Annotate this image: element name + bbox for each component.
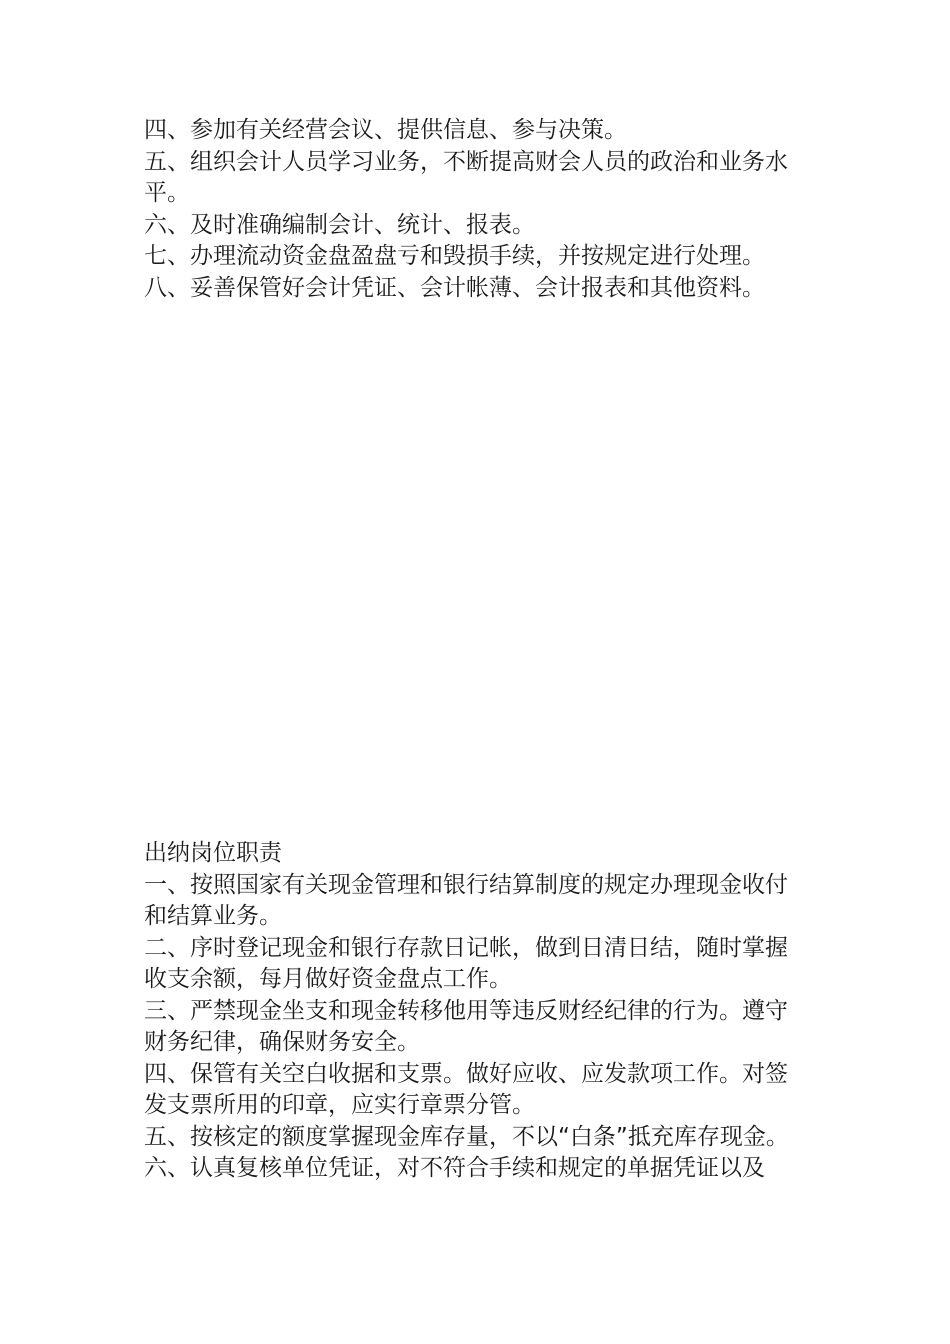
cashier-duty-item-5: 五、按核定的额度掌握现金库存量，不以“白条”抵充库存现金。 (144, 1123, 789, 1150)
accounting-duties-continued (144, 115, 794, 304)
duty-item-7: 七、办理流动资金盘盈盘亏和毁损手续，并按规定进行处理。 (144, 243, 765, 269)
duty-item-8: 八、妥善保管好会计凭证、会计帐薄、会计报表和其他资料。 (144, 274, 765, 301)
cashier-duty-item-1: 一、按照国家有关现金管理和银行结算制度的规定办理现金收付和结算业务。 (144, 871, 788, 929)
cashier-duty-item-2: 二、序时登记现金和银行存款日记帐，做到日清日结，随时掌握收支余额，每月做好资金盘点工作。 (144, 934, 788, 992)
duty-item-4: 四、参加有关经营会议、提供信息、参与决策。 (144, 117, 627, 143)
cashier-duty-item-3: 三、严禁现金坐支和现金转移他用等违反财经纪律的行为。遵守财务纪律，确保财务安全。 (144, 997, 788, 1055)
cashier-duty-item-4: 四、保管有关空白收据和支票。做好应收、应发款项工作。对签发支票所用的印章，应实行章票分管。 (144, 1060, 788, 1118)
duty-item-6: 六、及时准确编制会计、统计、报表。 (144, 211, 535, 238)
section-title: 出纳岗位职责 (144, 840, 282, 866)
cashier-duty-item-6: 六、认真复核单位凭证，对不符合手续和规定的单据凭证以及 (144, 1155, 765, 1181)
duty-item-5: 五、组织会计人员学习业务，不断提高财会人员的政治和业务水平。 (144, 148, 788, 206)
cashier-duties (144, 838, 794, 1185)
